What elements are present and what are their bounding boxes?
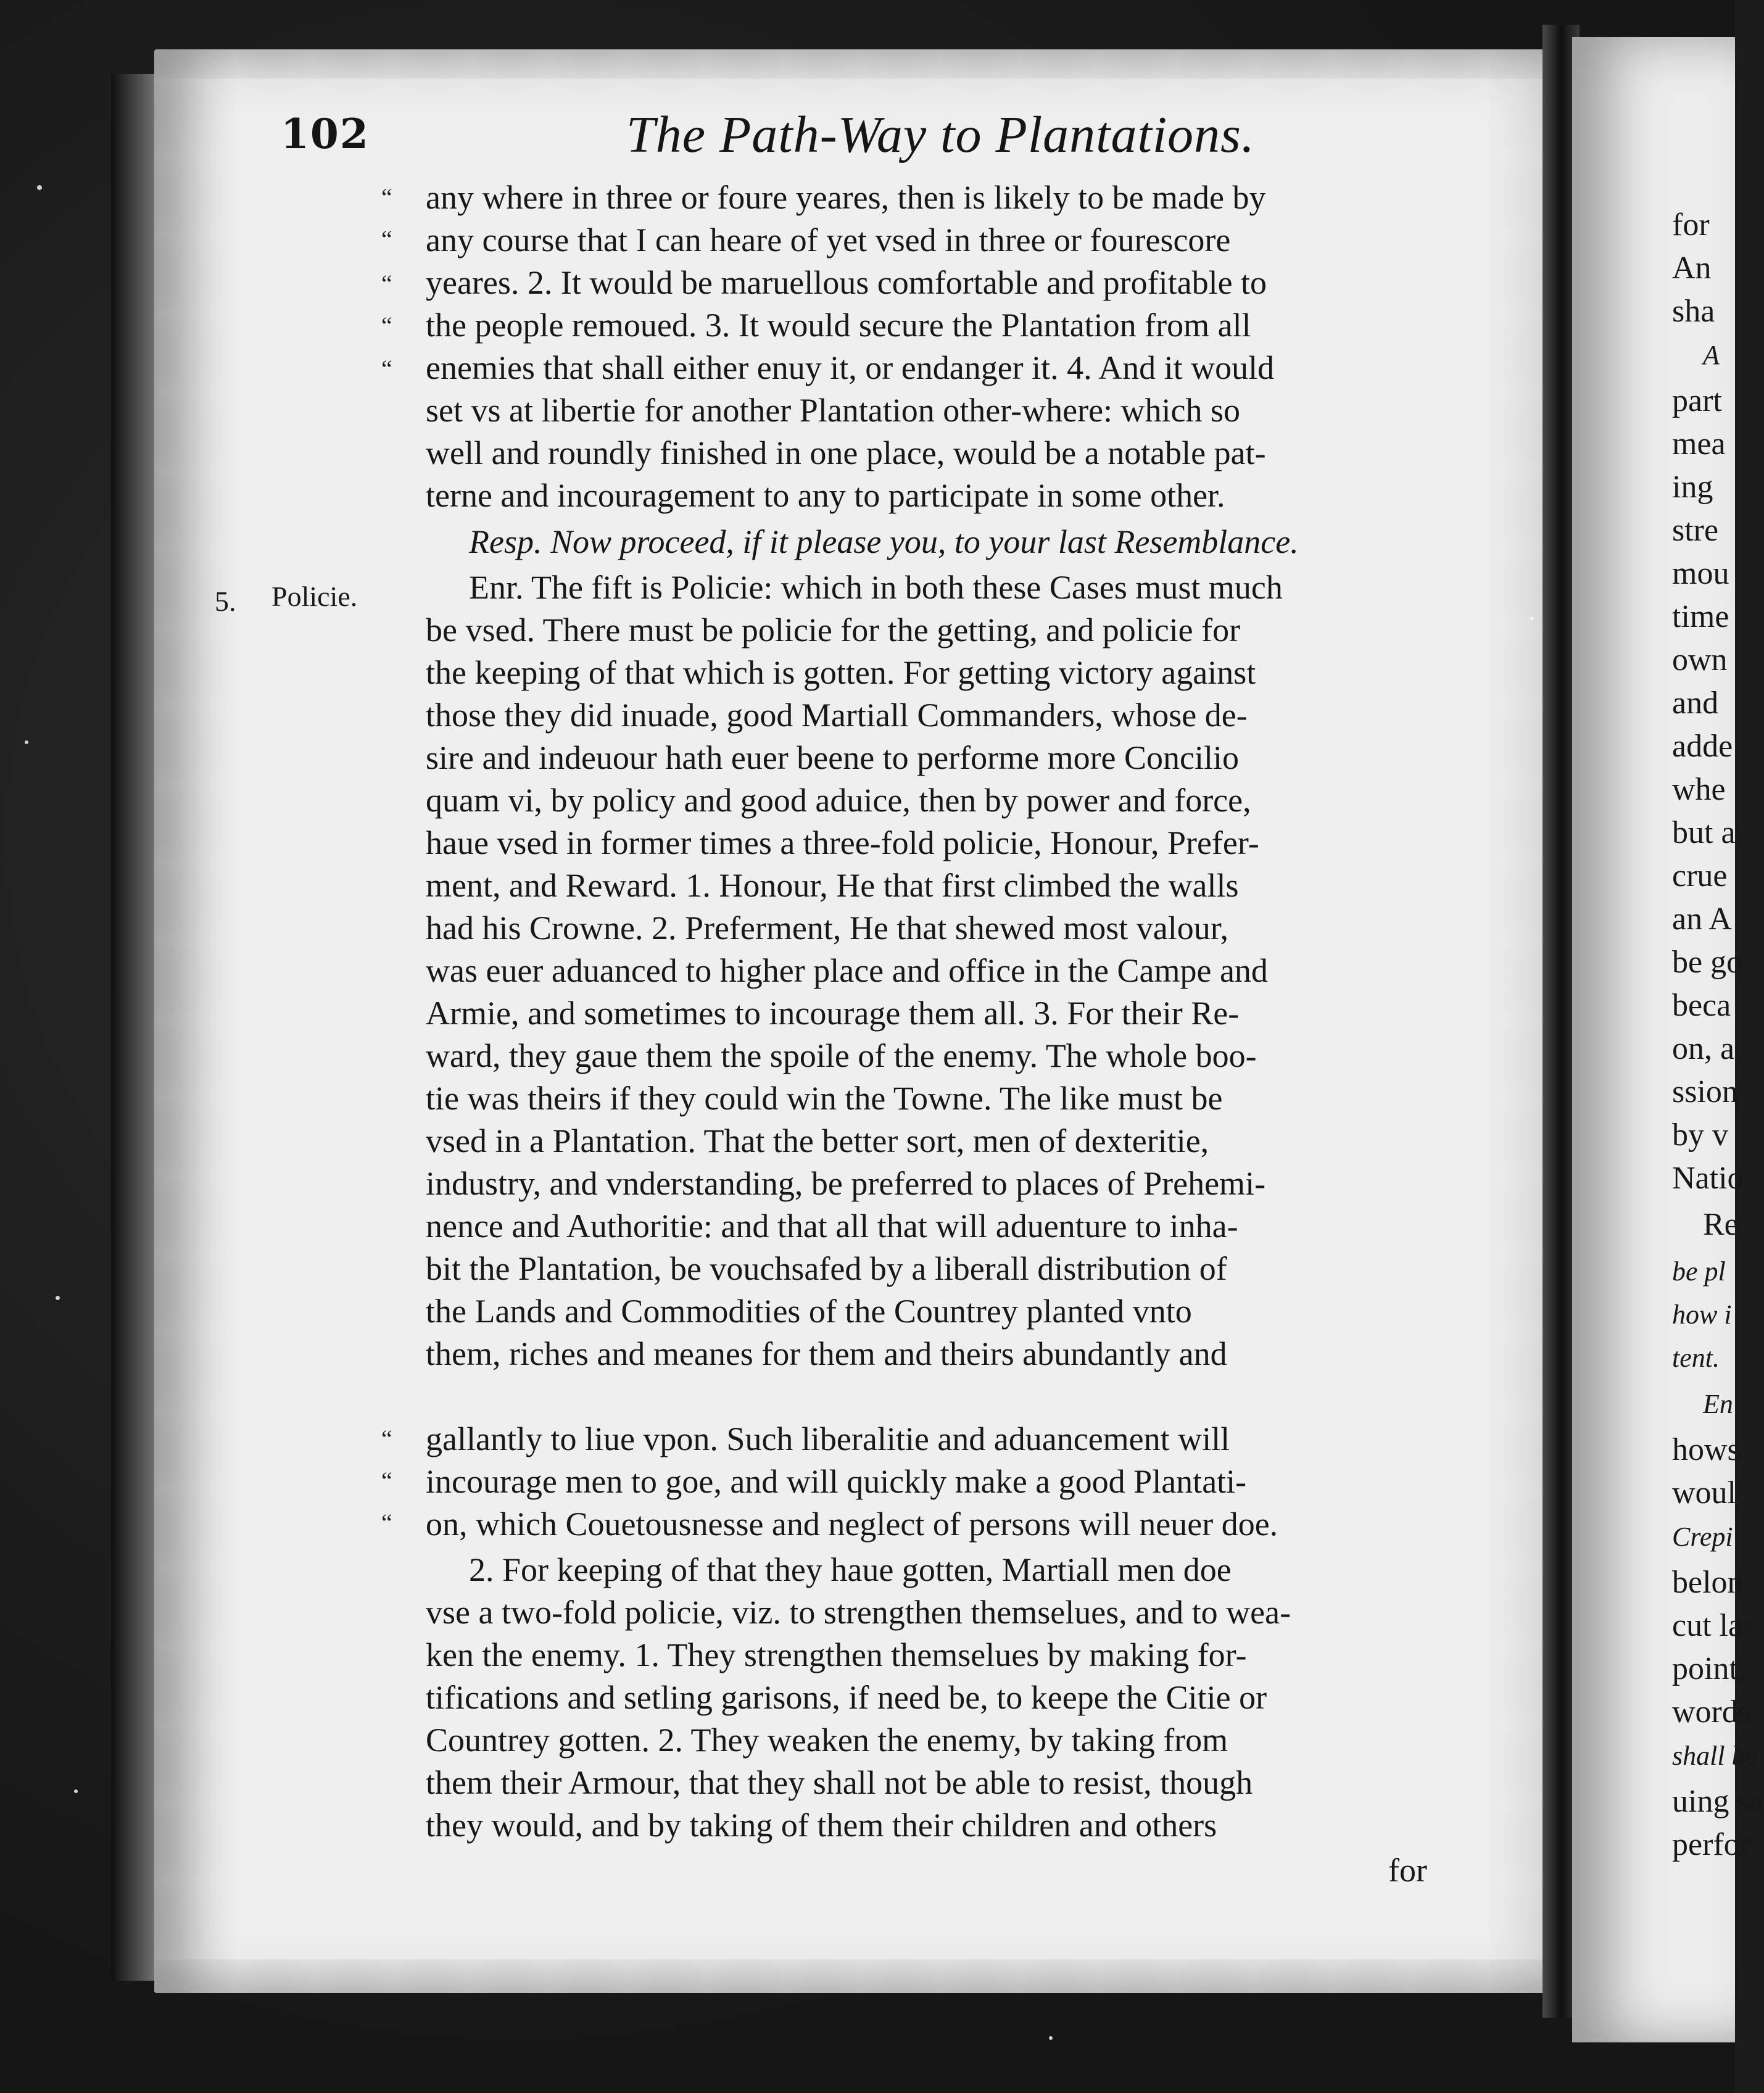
margin-quote-mark: “ [381, 183, 392, 211]
facing-page-fragment: stre [1672, 513, 1719, 548]
text-line: tie was theirs if they could win the Towne. The like must be [426, 1080, 1223, 1117]
text-line: haue vsed in former times a three-fold policie, Honour, Prefer- [426, 824, 1259, 861]
facing-page-fragment: cut lar [1672, 1608, 1754, 1643]
facing-page-fragment: tent. [1672, 1343, 1720, 1373]
text-line: bit the Plantation, be vouchsafed by a liberall distribution of [426, 1250, 1227, 1287]
text-line: be vsed. There must be policie for the getting, and policie for [426, 611, 1241, 649]
text-line: terne and incouragement to any to participate in some other. [426, 477, 1225, 514]
text-line: nence and Authoritie: and that all that will aduenture to inha- [426, 1208, 1238, 1245]
catchword: for [1388, 1852, 1427, 1889]
dust-speck [1049, 2036, 1053, 2040]
text-line: yeares. 2. It would be maruellous comfortable and profitable to [426, 264, 1267, 301]
dust-speck [74, 1789, 78, 1793]
facing-page-fragment: and [1672, 686, 1719, 721]
margin-quote-mark: “ [381, 1509, 392, 1536]
text-line: incourage men to goe, and will quickly make a good Plantati- [426, 1463, 1247, 1500]
text-line: those they did inuade, good Martiall Commanders, whose de- [426, 697, 1248, 734]
text-line: they would, and by taking of them their children and others [426, 1807, 1217, 1844]
margin-quote-mark: “ [381, 355, 392, 383]
dust-speck [1530, 617, 1533, 620]
text-line: the people remoued. 3. It would secure the Plantation from all [426, 307, 1251, 344]
text-line: enemies that shall either enuy it, or endanger it. 4. And it would [426, 349, 1275, 386]
facing-page-fragment: shall be [1672, 1741, 1758, 1771]
facing-page-fragment: words [1672, 1694, 1751, 1730]
facing-page-fragment: uing sa [1672, 1784, 1764, 1819]
facing-page-fragment: Crepi [1672, 1522, 1733, 1552]
facing-page-fragment: An [1672, 251, 1712, 286]
text-line: quam vi, by policy and good aduice, then by power and force, [426, 782, 1251, 819]
running-title: The Path-Way to Plantations. [626, 106, 1255, 164]
text-line: the Lands and Commodities of the Countrey planted vnto [426, 1293, 1192, 1330]
facing-page-fragment: sha [1672, 294, 1715, 329]
facing-page-fragment: for [1672, 207, 1710, 242]
text-line: any where in three or foure yeares, then is likely to be made by [426, 179, 1266, 216]
facing-page-fragment: be pl [1672, 1256, 1726, 1287]
page-number: 102 [281, 110, 370, 158]
page-header [281, 99, 1453, 173]
facing-page-fragment: mou [1672, 556, 1729, 591]
facing-page-fragment: hows [1672, 1432, 1740, 1467]
text-line: ment, and Reward. 1. Honour, He that first climbed the walls [426, 867, 1239, 904]
text-line: 2. For keeping of that they haue gotten, Martiall men doe [469, 1551, 1232, 1588]
facing-page-fragment: time [1672, 599, 1729, 634]
facing-page-fragment: ssion [1672, 1074, 1738, 1109]
text-line: had his Crowne. 2. Preferment, He that shewed most valour, [426, 910, 1229, 947]
facing-page-fragment: but a [1672, 815, 1736, 850]
text-line: Enr. The fift is Policie: which in both these Cases must much [469, 569, 1283, 606]
facing-page-fragment: ing [1672, 470, 1713, 505]
facing-page-fragment: perfor [1672, 1827, 1751, 1862]
facing-page-fragment: by v [1672, 1117, 1728, 1153]
margin-note-numeral: 5. [215, 586, 236, 617]
text-line: on, which Couetousnesse and neglect of persons will neuer doe. [426, 1506, 1278, 1543]
text-line: Countrey gotten. 2. They weaken the enemy, by taking from [426, 1722, 1228, 1759]
facing-page-fragment: mea [1672, 426, 1726, 462]
dust-speck [56, 1296, 60, 1300]
text-line: ken the enemy. 1. They strengthen themselues by making for- [426, 1636, 1247, 1673]
facing-page-fragment: own [1672, 642, 1728, 678]
facing-page-fragment: how i [1672, 1299, 1732, 1330]
text-line: ward, they gaue them the spoile of the enemy. The whole boo- [426, 1037, 1257, 1074]
margin-quote-mark: “ [381, 1425, 392, 1453]
text-line: Armie, and sometimes to incourage them all. 3. For their Re- [426, 995, 1240, 1032]
facing-page-fragment: beca [1672, 988, 1731, 1023]
margin-note-label: Policie. [271, 581, 358, 612]
facing-page-fragment: part [1672, 383, 1722, 418]
text-line: vse a two-fold policie, viz. to strengthen themselues, and to wea- [426, 1594, 1291, 1631]
text-line: any course that I can heare of yet vsed in three or fourescore [426, 222, 1231, 259]
facing-page-fragment: woul [1672, 1475, 1736, 1511]
facing-page-fragment: whe [1672, 772, 1726, 807]
text-line: tifications and setling garisons, if need be, to keepe the Citie or [426, 1679, 1267, 1716]
text-line: the keeping of that which is gotten. For getting victory against [426, 654, 1256, 691]
dust-speck [37, 185, 42, 190]
text-line: them, riches and meanes for them and theirs abundantly and [426, 1335, 1227, 1372]
text-line: industry, and vnderstanding, be preferred to places of Prehemi- [426, 1165, 1266, 1202]
text-line: set vs at libertie for another Plantation other-where: which so [426, 392, 1241, 429]
dust-speck [25, 740, 28, 744]
facing-page-fragment: En [1703, 1389, 1733, 1419]
facing-page-fragment: A [1703, 340, 1720, 370]
facing-page-fragment: Natio [1672, 1161, 1744, 1196]
facing-page-fragment: crue [1672, 858, 1728, 893]
text-line: them their Armour, that they shall not be able to resist, though [426, 1764, 1253, 1801]
text-line: vsed in a Plantation. That the better sort, men of dexteritie, [426, 1122, 1209, 1159]
text-line: sire and indeuour hath euer beene to performe more Concilio [426, 739, 1240, 776]
margin-quote-mark: “ [381, 270, 392, 297]
facing-page-fragment: on, a [1672, 1031, 1735, 1066]
text-line: Resp. Now proceed, if it please you, to your last Resemblance. [469, 523, 1299, 560]
facing-page-fragment: belon [1672, 1565, 1744, 1600]
text-line: well and roundly finished in one place, would be a notable pat- [426, 434, 1266, 471]
facing-page-fragment: adde [1672, 729, 1733, 764]
text-line: gallantly to liue vpon. Such liberalitie and aduancement will [426, 1420, 1230, 1457]
margin-quote-mark: “ [381, 1467, 392, 1494]
facing-page-fragment: an A [1672, 901, 1732, 937]
margin-quote-mark: “ [381, 312, 392, 339]
text-line: was euer aduanced to higher place and office in the Campe and [426, 952, 1268, 989]
margin-quote-mark: “ [381, 225, 392, 253]
facing-page-fragment: Re [1703, 1207, 1739, 1242]
facing-page-fragment: be go [1672, 945, 1743, 980]
facing-page-fragment: point, [1672, 1651, 1746, 1686]
